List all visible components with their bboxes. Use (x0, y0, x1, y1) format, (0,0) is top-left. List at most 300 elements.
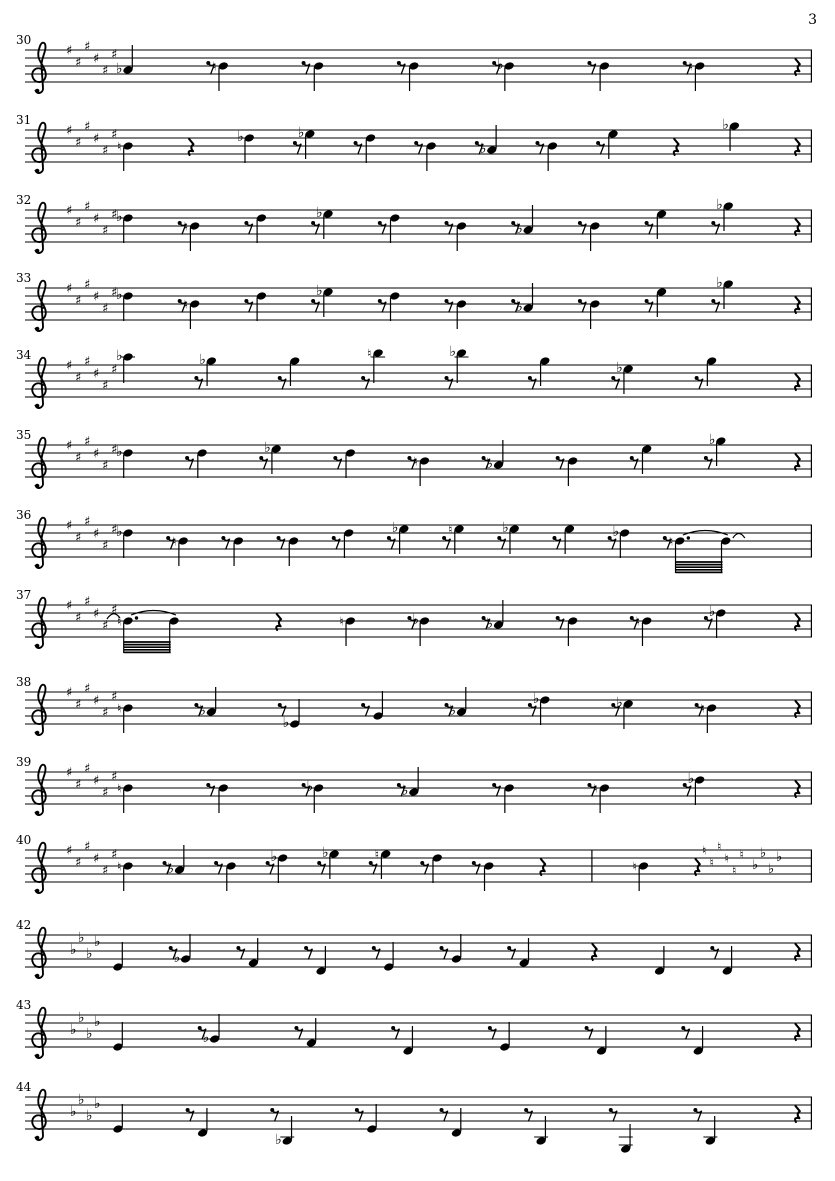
sharp-icon: ♯ (75, 135, 82, 151)
flat-icon: ♭ (687, 771, 695, 787)
sharp-icon: ♯ (93, 851, 100, 867)
measure-number: 44 (16, 1080, 32, 1094)
sharp-icon: ♯ (66, 123, 73, 139)
sharp-icon: ♯ (93, 51, 100, 67)
tie-out-arc (733, 534, 745, 539)
note-group (112, 1104, 123, 1134)
note-group (270, 1108, 294, 1148)
flat-icon: ♭ (412, 612, 420, 628)
measure-number: 37 (16, 588, 32, 602)
eighth-rest-icon (445, 299, 453, 313)
note-group (585, 1026, 608, 1056)
measure-number: 43 (16, 998, 32, 1012)
treble-clef-dot (35, 731, 39, 735)
system-33 (16, 271, 812, 331)
staff-lines (25, 362, 812, 397)
eighth-rest-icon (278, 376, 286, 390)
system-34 (16, 344, 812, 408)
measure-number: 34 (16, 348, 32, 362)
flat-icon: ♭ (270, 849, 278, 865)
note-group (596, 129, 619, 159)
note-group (178, 298, 201, 330)
natural-icon: ♮ (117, 781, 122, 796)
eighth-rest-icon (578, 299, 586, 313)
measure-number: 30 (16, 33, 32, 47)
sharp-icon: ♯ (84, 839, 91, 855)
sharp-icon: ♯ (93, 693, 100, 709)
eighth-rest-icon (332, 536, 340, 550)
eighth-rest-icon (304, 946, 312, 960)
note-group (166, 535, 189, 567)
treble-clef-dot (35, 811, 39, 815)
eighth-rest-icon (244, 299, 252, 313)
sharp-icon: ♯ (111, 442, 118, 458)
flat-icon: ♭ (502, 520, 509, 536)
eighth-rest-icon (270, 1108, 278, 1122)
sharp-icon: ♯ (84, 39, 91, 55)
note-group (507, 938, 530, 968)
note-group (198, 1014, 221, 1046)
flat-icon: ♭ (486, 456, 494, 472)
flat-icon: ♭ (86, 1026, 93, 1042)
sharp-icon: ♯ (102, 705, 109, 721)
flat-icon: ♭ (116, 287, 123, 303)
flat-icon: ♭ (116, 524, 123, 540)
natural-icon: ♮ (635, 614, 641, 629)
treble-clef-dot (35, 564, 39, 568)
eighth-rest-icon (556, 456, 564, 470)
flat-icon: ♭ (116, 348, 123, 364)
eighth-rest-icon (611, 376, 619, 390)
sharp-icon: ♯ (75, 215, 82, 231)
sharp-icon: ♯ (75, 530, 82, 546)
eighth-rest-icon (206, 783, 214, 797)
sharp-icon: ♯ (111, 602, 118, 618)
natural-icon: ♮ (367, 346, 372, 361)
flat-icon: ♭ (322, 845, 329, 861)
note-group (361, 347, 385, 390)
quarter-rest-icon (795, 139, 800, 155)
flat-icon: ♭ (202, 1030, 210, 1046)
flat-icon: ♭ (70, 1104, 77, 1120)
tremolo-group (107, 611, 180, 654)
natural-icon: ♮ (413, 454, 418, 469)
natural-icon: ♮ (117, 701, 122, 716)
sharp-icon: ♯ (75, 610, 82, 626)
eighth-rest-icon (333, 456, 341, 470)
natural-icon: ♮ (732, 863, 737, 878)
sharp-icon: ♯ (102, 223, 109, 239)
sharp-icon: ♯ (75, 697, 82, 713)
flat-icon: ♭ (516, 299, 523, 315)
sharp-icon: ♯ (102, 301, 109, 317)
key-signature-sharps (66, 120, 117, 159)
flat-icon: ♭ (497, 57, 504, 73)
system-30 (16, 33, 812, 93)
eighth-rest-icon (185, 456, 193, 470)
natural-icon: ♮ (709, 855, 714, 870)
eighth-rest-icon (596, 141, 604, 155)
natural-icon: ♮ (688, 59, 694, 74)
natural-icon: ♮ (448, 522, 453, 537)
treble-clef-dot (35, 327, 39, 331)
flat-icon: ♭ (94, 934, 101, 950)
note-group (169, 934, 192, 966)
measure-number: 31 (16, 113, 32, 127)
flat-icon: ♭ (768, 862, 775, 877)
measure-number: 38 (16, 675, 32, 689)
system-40 (16, 833, 812, 893)
eighth-rest-icon (194, 376, 202, 390)
key-signature-sharps (66, 515, 117, 554)
system-35 (16, 428, 812, 488)
note-group (654, 946, 665, 976)
eighth-rest-icon (397, 61, 405, 75)
system-38 (16, 675, 812, 735)
flat-icon: ♭ (708, 604, 716, 620)
natural-icon: ♮ (739, 847, 744, 862)
eighth-rest-icon (317, 861, 325, 875)
sharp-icon: ♯ (111, 847, 118, 863)
staff-lines (25, 47, 812, 82)
staff-lines (25, 522, 812, 557)
eighth-rest-icon (535, 141, 543, 155)
staff-lines (25, 1015, 812, 1047)
staff-lines (25, 207, 812, 242)
tremolo-group (663, 531, 745, 574)
sharp-icon: ♯ (75, 55, 82, 71)
sharp-icon: ♯ (111, 769, 118, 785)
sharp-icon: ♯ (93, 366, 100, 382)
natural-icon: ♮ (117, 139, 122, 154)
note-group (117, 782, 134, 814)
flat-icon: ♭ (449, 344, 457, 360)
sharp-icon: ♯ (93, 773, 100, 789)
flat-icon: ♭ (449, 703, 457, 719)
augmentation-dot (135, 616, 138, 619)
note-group (645, 287, 668, 317)
eighth-rest-icon (630, 456, 638, 470)
sharp-icon: ♯ (93, 289, 100, 305)
key-signature-sharps (66, 40, 117, 79)
sharp-icon: ♯ (111, 362, 118, 378)
flat-icon: ♭ (776, 850, 783, 865)
sharp-icon: ♯ (111, 689, 118, 705)
sharp-icon: ♯ (66, 843, 73, 859)
sharp-icon: ♯ (66, 281, 73, 297)
natural-icon: ♮ (668, 534, 674, 549)
eighth-rest-icon (488, 1026, 496, 1040)
note-group (304, 946, 327, 976)
eighth-rest-icon (236, 946, 244, 960)
sharp-icon: ♯ (102, 785, 109, 801)
note-group (552, 524, 575, 554)
flat-icon: ♭ (616, 360, 623, 376)
eighth-rest-icon (361, 376, 369, 390)
sharp-icon: ♯ (84, 594, 91, 610)
quarter-rest-icon (795, 781, 800, 797)
note-group (194, 352, 217, 390)
eighth-rest-icon (497, 536, 505, 550)
sharp-icon: ♯ (84, 681, 91, 697)
treble-clef-dot (35, 889, 39, 893)
eighth-rest-icon (369, 861, 377, 875)
staff-lines (25, 285, 812, 320)
system-43 (16, 998, 812, 1058)
measure-number: 32 (16, 193, 32, 207)
sharp-icon: ♯ (66, 598, 73, 614)
natural-icon: ♮ (374, 847, 380, 862)
flat-icon: ♭ (401, 783, 409, 799)
flat-icon: ♭ (297, 125, 305, 141)
page-number: 3 (808, 12, 817, 28)
flat-icon: ♭ (716, 275, 723, 291)
quarter-rest-icon (795, 297, 800, 313)
sharp-icon: ♯ (93, 606, 100, 622)
flat-icon: ♭ (752, 858, 759, 873)
key-signature-sharps (66, 682, 117, 721)
eighth-rest-icon (695, 376, 703, 390)
note-group (632, 860, 649, 892)
flat-icon: ♭ (516, 221, 523, 237)
key-signature-sharps (66, 435, 117, 474)
sharp-icon: ♯ (66, 518, 73, 534)
note-group (695, 702, 718, 734)
eighth-rest-icon (294, 1026, 302, 1040)
flat-icon: ♭ (722, 117, 729, 133)
note-group (440, 1108, 463, 1138)
key-signature-sharps (66, 840, 117, 879)
note-group (710, 946, 733, 976)
staff-lines (25, 442, 812, 477)
treble-clef-dot (35, 404, 39, 408)
flat-icon: ♭ (486, 616, 494, 632)
natural-icon: ♮ (117, 859, 122, 874)
eighth-rest-icon (587, 61, 595, 75)
sharp-icon: ♯ (111, 127, 118, 143)
eighth-rest-icon (445, 376, 453, 390)
key-signature-sharps (66, 200, 117, 239)
sharp-icon: ♯ (111, 285, 118, 301)
measure-number: 35 (16, 428, 32, 442)
staff-lines (25, 847, 812, 882)
treble-clef-dot (35, 1136, 39, 1140)
sharp-icon: ♯ (75, 777, 82, 793)
sharp-icon: ♯ (93, 211, 100, 227)
note-group (683, 60, 706, 92)
note-group (407, 455, 430, 487)
quarter-rest-icon (795, 701, 800, 717)
flat-icon: ♭ (94, 1096, 101, 1112)
key-signature-sharps (66, 278, 117, 317)
flat-icon: ♭ (282, 715, 290, 731)
eighth-rest-icon (259, 456, 267, 470)
treble-clef-dot (35, 644, 39, 648)
note-group (236, 938, 259, 968)
measure-number: 36 (16, 508, 32, 522)
note-group (278, 699, 301, 731)
flat-icon: ♭ (86, 1108, 93, 1124)
eighth-rest-icon (378, 221, 386, 235)
note-group (186, 1108, 209, 1138)
note-group (693, 1108, 717, 1146)
flat-icon: ♭ (237, 129, 244, 145)
eighth-rest-icon (354, 141, 362, 155)
eighth-rest-icon (302, 61, 310, 75)
eighth-rest-icon (711, 299, 719, 313)
sharp-icon: ♯ (75, 855, 82, 871)
eighth-rest-icon (472, 861, 480, 875)
note-group (704, 432, 727, 470)
natural-icon: ♮ (717, 839, 722, 854)
eighth-rest-icon (372, 946, 380, 960)
eighth-rest-icon (552, 536, 560, 550)
sharp-icon: ♯ (75, 450, 82, 466)
sharp-icon: ♯ (102, 378, 109, 394)
note-group (339, 615, 356, 647)
quarter-rest-icon (592, 944, 597, 960)
eighth-rest-icon (710, 946, 718, 960)
flat-icon: ♭ (612, 524, 620, 540)
flat-icon: ♭ (167, 861, 175, 877)
sharp-icon: ♯ (111, 207, 118, 223)
eighth-rest-icon (693, 1108, 701, 1122)
sharp-icon: ♯ (84, 354, 91, 370)
eighth-rest-icon (507, 946, 515, 960)
treble-clef-dot (35, 1054, 39, 1058)
eighth-rest-icon (293, 141, 301, 155)
eighth-rest-icon (556, 616, 564, 630)
measure-number: 40 (16, 833, 32, 847)
eighth-rest-icon (420, 861, 428, 875)
note-group (117, 702, 134, 734)
measure-number: 42 (16, 918, 32, 932)
eighth-rest-icon (578, 221, 586, 235)
eighth-rest-icon (414, 141, 422, 155)
eighth-rest-icon (214, 861, 222, 875)
quarter-rest-icon (795, 374, 800, 390)
sharp-icon: ♯ (84, 514, 91, 530)
eighth-rest-icon (387, 536, 395, 550)
flat-icon: ♭ (173, 950, 181, 966)
note-group (630, 615, 653, 647)
eighth-rest-icon (445, 221, 453, 235)
quarter-rest-icon (674, 139, 679, 155)
flat-icon: ♭ (78, 930, 85, 946)
system-32 (16, 193, 812, 253)
natural-icon: ♮ (172, 534, 177, 549)
flat-icon: ♭ (116, 61, 123, 77)
note-group (391, 1026, 414, 1056)
flat-icon: ♭ (275, 1132, 282, 1148)
note-group (711, 275, 734, 313)
staff-lines (25, 935, 812, 967)
treble-clef-dot (35, 89, 39, 93)
system-44 (16, 1080, 812, 1154)
natural-icon: ♮ (117, 614, 122, 629)
augmentation-dot (687, 536, 690, 539)
flat-icon: ♭ (532, 691, 540, 707)
eighth-rest-icon (681, 1026, 689, 1040)
sharp-icon: ♯ (66, 358, 73, 374)
natural-icon: ♮ (702, 843, 707, 858)
key-signature-sharps (66, 762, 117, 801)
sharp-icon: ♯ (102, 143, 109, 159)
flat-icon: ♭ (264, 440, 271, 456)
sharp-icon: ♯ (111, 522, 118, 538)
system-37 (16, 588, 812, 653)
quarter-rest-icon (795, 1106, 800, 1122)
eighth-rest-icon (440, 1108, 448, 1122)
eighth-rest-icon (311, 221, 319, 235)
sharp-icon: ♯ (66, 43, 73, 59)
treble-clef-dot (35, 484, 39, 488)
quarter-rest-icon (795, 944, 800, 960)
flat-icon: ♭ (94, 1014, 101, 1030)
eighth-rest-icon (585, 1026, 593, 1040)
sharp-icon: ♯ (84, 199, 91, 215)
eighth-rest-icon (609, 1108, 617, 1122)
eighth-rest-icon (704, 456, 712, 470)
sharp-icon: ♯ (75, 370, 82, 386)
staff-lines (25, 127, 812, 162)
key-signature-sharps (66, 355, 117, 394)
note-group (117, 140, 134, 172)
quarter-rest-icon (540, 859, 545, 875)
note-group (711, 197, 734, 235)
sharp-icon: ♯ (111, 47, 118, 63)
note-group (587, 782, 610, 814)
note-group (206, 60, 229, 92)
treble-clef-dot (35, 974, 39, 978)
eighth-rest-icon (442, 536, 450, 550)
flat-icon: ♭ (199, 703, 206, 719)
measure-number: 33 (16, 271, 32, 285)
system-42 (16, 918, 812, 978)
natural-icon: ♮ (183, 219, 188, 234)
sharp-icon: ♯ (102, 618, 109, 634)
eighth-rest-icon (645, 221, 653, 235)
quarter-rest-icon (795, 454, 800, 470)
sharp-icon: ♯ (102, 458, 109, 474)
sharp-icon: ♯ (84, 277, 91, 293)
flat-icon: ♭ (70, 1022, 77, 1038)
note-group (681, 1026, 704, 1056)
key-signature-sharps (66, 595, 117, 634)
eighth-rest-icon (524, 1108, 532, 1122)
quarter-rest-icon (695, 859, 700, 875)
sharp-icon: ♯ (102, 63, 109, 79)
flat-icon: ♭ (616, 695, 623, 711)
sharp-icon: ♯ (102, 538, 109, 554)
sharp-icon: ♯ (93, 526, 100, 542)
eighth-rest-icon (244, 221, 252, 235)
flat-icon: ♭ (708, 432, 716, 448)
note-group (117, 860, 134, 892)
flat-icon: ♭ (479, 141, 487, 157)
eighth-rest-icon (440, 946, 448, 960)
eighth-rest-icon (311, 299, 319, 313)
staff-lines (25, 1097, 812, 1129)
quarter-rest-icon (795, 614, 800, 630)
flat-icon: ♭ (199, 352, 206, 368)
treble-clef-dot (35, 249, 39, 253)
flat-icon: ♭ (760, 846, 767, 861)
sharp-icon: ♯ (102, 863, 109, 879)
eighth-rest-icon (391, 1026, 399, 1040)
flat-icon: ♭ (78, 1010, 85, 1026)
quarter-rest-icon (276, 614, 281, 630)
